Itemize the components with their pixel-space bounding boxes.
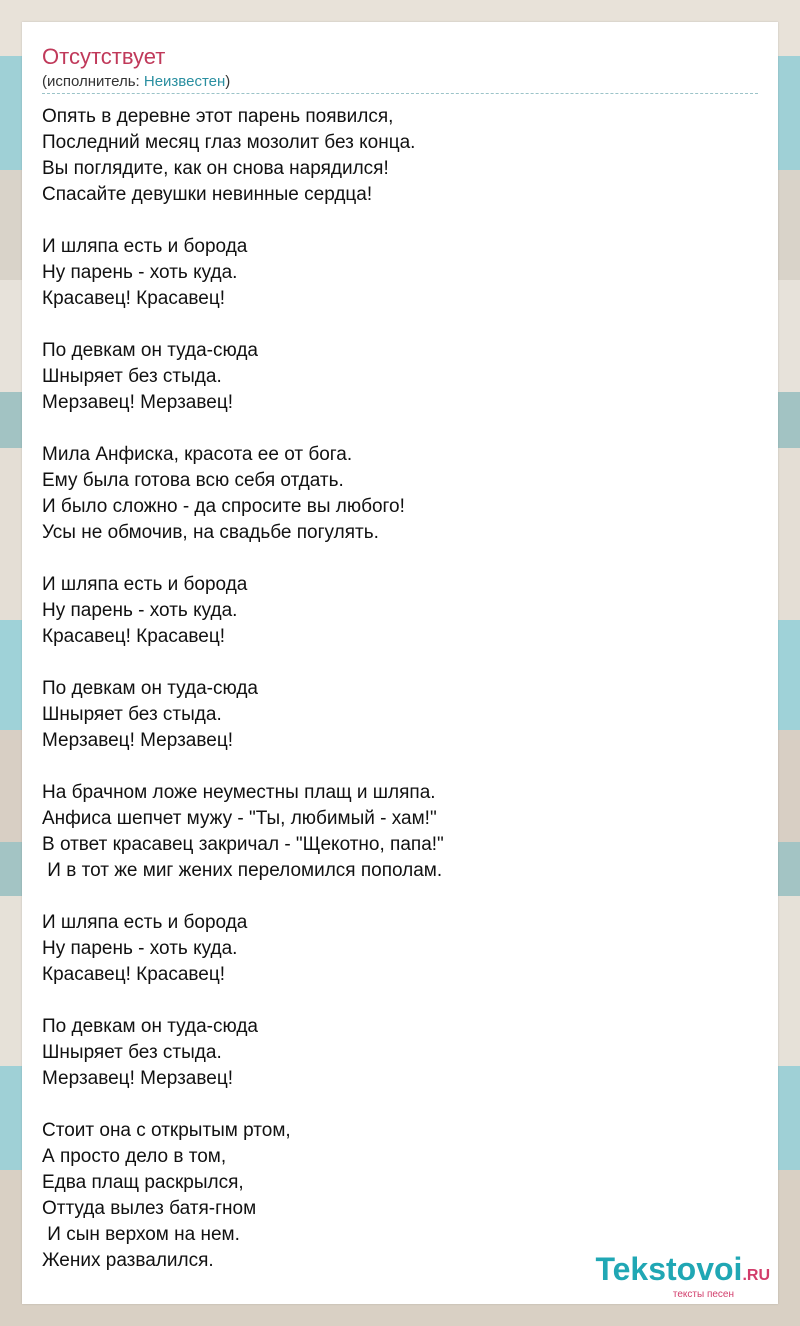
logo-tagline: тексты песен — [672, 1289, 734, 1300]
lyric-line: И было сложно - да спросите вы любого! — [42, 496, 405, 517]
lyrics-card — [22, 22, 778, 1304]
lyric-line: И шляпа есть и борода — [42, 912, 248, 933]
lyric-line: Стоит она с открытым ртом, — [42, 1120, 291, 1141]
lyric-line: Мила Анфиска, красота ее от бога. — [42, 444, 353, 465]
stanza-gap — [42, 312, 758, 338]
lyric-line: Оттуда вылез батя-гном — [42, 1198, 257, 1219]
lyric-line: Красавец! Красавец! — [42, 288, 226, 309]
artist-prefix: (исполнитель: — [42, 73, 144, 90]
lyric-line: Мерзавец! Мерзавец! — [42, 1068, 233, 1089]
lyric-line: Последний месяц глаз мозолит без конца. — [42, 132, 416, 153]
divider — [42, 93, 758, 94]
lyric-line: А просто дело в том, — [42, 1146, 227, 1167]
lyric-line: Ну парень - хоть куда. — [42, 938, 238, 959]
logo-tld: .RU — [742, 1267, 770, 1284]
stanza-gap — [42, 416, 758, 442]
lyric-line: В ответ красавец закричал - "Щекотно, папа!" — [42, 834, 444, 855]
lyric-line: Шныряет без стыда. — [42, 704, 222, 725]
stanza-gap — [42, 546, 758, 572]
lyric-line: Опять в деревне этот парень появился, — [42, 106, 394, 127]
lyric-line: Мерзавец! Мерзавец! — [42, 392, 233, 413]
stanza-gap — [42, 754, 758, 780]
lyric-line: Ему была готова всю себя отдать. — [42, 470, 344, 491]
lyric-line: Едва плащ раскрылся, — [42, 1172, 244, 1193]
lyric-line: И в тот же миг жених переломился пополам. — [42, 860, 443, 881]
lyric-line: И шляпа есть и борода — [42, 574, 248, 595]
lyric-line: Красавец! Красавец! — [42, 626, 226, 647]
stanza-gap — [42, 650, 758, 676]
lyric-line: Шныряет без стыда. — [42, 366, 222, 387]
lyric-line: Спасайте девушки невинные сердца! — [42, 184, 373, 205]
lyric-line: Шныряет без стыда. — [42, 1042, 222, 1063]
lyric-line: Анфиса шепчет мужу - "Ты, любимый - хам!" — [42, 808, 437, 829]
stanza-gap — [42, 208, 758, 234]
lyric-line: По девкам он туда-сюда — [42, 678, 258, 699]
lyric-line: Ну парень - хоть куда. — [42, 600, 238, 621]
lyric-line: И сын верхом на нем. — [42, 1224, 240, 1245]
song-title: Отсутствует — [42, 44, 166, 69]
stanza-gap — [42, 884, 758, 910]
lyric-line: Усы не обмочив, на свадьбе погулять. — [42, 522, 379, 543]
artist-link[interactable]: Неизвестен — [143, 73, 226, 90]
lyrics-body — [42, 104, 758, 1274]
lyric-line: Ну парень - хоть куда. — [42, 262, 238, 283]
lyric-line: Мерзавец! Мерзавец! — [42, 730, 233, 751]
stanza-gap — [42, 1092, 758, 1118]
lyric-line: Красавец! Красавец! — [42, 964, 226, 985]
stanza-gap — [42, 988, 758, 1014]
lyric-line: Жених развалился. — [42, 1250, 214, 1271]
lyric-line: По девкам он туда-сюда — [42, 1016, 258, 1037]
lyric-line: И шляпа есть и борода — [42, 236, 248, 257]
artist-suffix: ) — [225, 73, 231, 90]
site-logo[interactable] — [595, 1252, 770, 1300]
lyric-line: На брачном ложе неуместны плащ и шляпа. — [42, 782, 436, 803]
artist-line — [42, 72, 230, 92]
lyric-line: По девкам он туда-сюда — [42, 340, 258, 361]
lyric-line: Вы поглядите, как он снова нарядился! — [42, 158, 389, 179]
logo-name: Tekstovoi — [595, 1251, 743, 1287]
